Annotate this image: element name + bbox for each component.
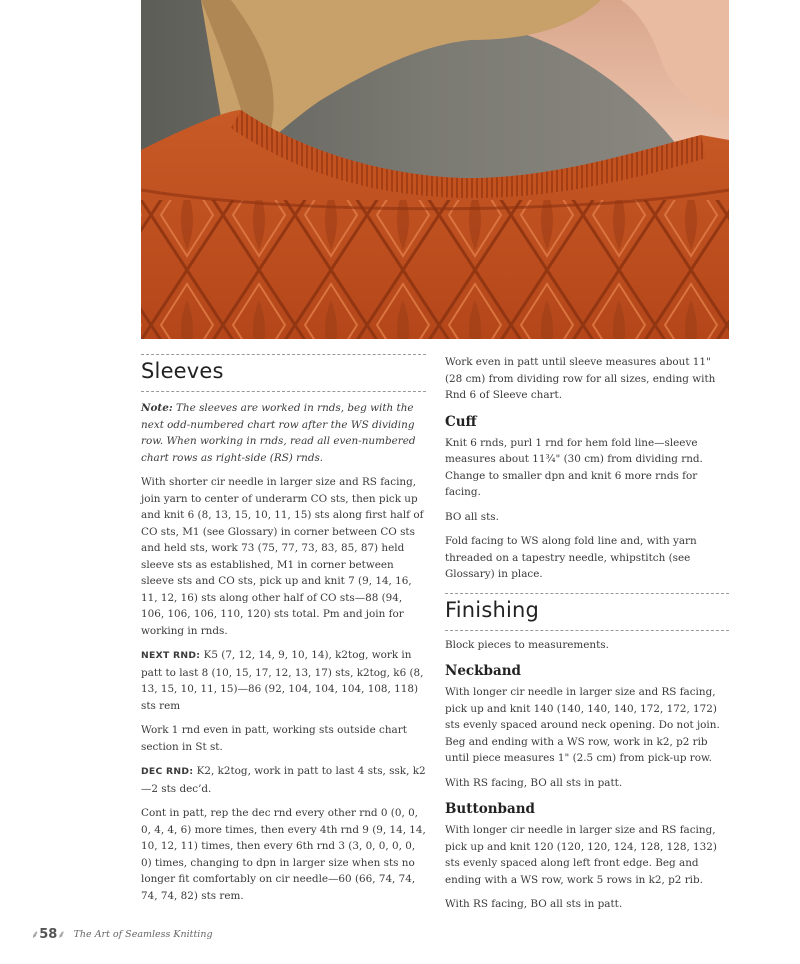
finishing-heading: Finishing <box>445 597 540 622</box>
cuff-heading: Cuff <box>445 413 477 430</box>
section-divider <box>141 391 426 392</box>
next-rnd-text: K5 (7, 12, 14, 9, 10, 14), k2tog, work in patt to last 8 (10, 15, 17, 12, 13, 17) sts, k2tog, k6 (8, 13, 15, 10, 11, 15)—86 (92, 104, 104, 104, 108, 118) sts rem <box>141 649 424 712</box>
next-rnd-paragraph <box>141 647 426 714</box>
ornament-right-icon: ⸙ <box>57 927 66 941</box>
dec-rnd-paragraph <box>141 763 426 797</box>
left-column <box>141 354 426 912</box>
sleeves-note <box>141 400 426 466</box>
sleeves-paragraph: Cont in patt, rep the dec rnd every other rnd 0 (0, 0, 0, 4, 4, 6) more times, then every 4th rnd 9 (9, 14, 14, 10, 12, 11) times, then every 6th rnd 3 (3, 0, 0, 0, 0, 0) times, changing to dpn in larger size when sts no longer fit comfortably on cir needle—60 (66, 74, 74, 74, 74, 82) sts rem. <box>141 807 426 902</box>
next-rnd-label: NEXT RND: <box>141 650 201 661</box>
cuff-paragraph: BO all sts. <box>445 510 499 523</box>
sleeves-paragraph: With shorter cir needle in larger size and RS facing, join yarn to center of underarm CO sts, then pick up and knit 6 (8, 13, 15, 10, 11, 15) sts along first half of CO sts, M1 (see Glossary) in corner between CO sts and held sts, work 73 (75, 77, 73, 83, 85, 87) held sleeve sts as established, M1 in corner between sleeve sts and CO sts, pick up and knit 7 (9, 14, 16, 11, 12, 16) sts along other half of CO sts—88 (94, 106, 106, 106, 110, 120) sts total. Pm and join for working in rnds. <box>141 476 424 637</box>
buttonband-paragraph: With RS facing, BO all sts in patt. <box>445 898 623 910</box>
neckband-heading: Neckband <box>445 663 521 679</box>
buttonband-paragraph: With longer cir needle in larger size and RS facing, pick up and knit 120 (120, 120, 124, 128, 128, 132) sts evenly spaced along left front edge. Beg and ending with a WS row, work 5 rows in k2, p2 rib. <box>445 824 717 886</box>
dec-rnd-label: DEC RND: <box>141 766 194 777</box>
sleeves-continued-paragraph: Work even in patt until sleeve measures about 11" (28 cm) from dividing row for all sizes, ending with Rnd 6 of Sleeve chart. <box>445 356 716 401</box>
sleeves-heading: Sleeves <box>141 359 224 383</box>
note-label: Note: <box>141 402 173 414</box>
section-divider <box>445 593 729 594</box>
sleeves-paragraph: Work 1 rnd even in patt, working sts outside chart section in St st. <box>141 724 407 753</box>
section-divider <box>141 354 426 355</box>
finishing-paragraph: Block pieces to measurements. <box>445 638 609 651</box>
neckband-paragraph: With RS facing, BO all sts in patt. <box>445 776 623 789</box>
book-title: The Art of Seamless Knitting <box>73 928 213 940</box>
right-column <box>445 354 729 921</box>
buttonband-heading: Buttonband <box>445 801 535 817</box>
dec-rnd-text: K2, k2tog, work in patt to last 4 sts, ssk, k2—2 sts dec’d. <box>141 765 426 795</box>
note-text: The sleeves are worked in rnds, beg with the next odd-numbered chart row after the WS dividing row. When working in rnds, read all even-numbered chart rows as right-side (RS) rnds. <box>141 402 416 464</box>
ornament-left-icon: ⸙ <box>31 927 40 941</box>
page-number: 58 <box>39 926 58 942</box>
cuff-paragraph: Knit 6 rnds, purl 1 rnd for hem fold line—sleeve measures about 11¾" (30 cm) from dividing rnd. Change to smaller dpn and knit 6 more rnds for facing. <box>445 436 703 498</box>
sweater-back-photo <box>141 0 729 339</box>
neckband-paragraph: With longer cir needle in larger size and RS facing, pick up and knit 140 (140, 140, 140, 172, 172, 172) sts evenly spaced around neck opening. Do not join. Beg and ending with a WS row, work in k2, p2 rib until piece measures 1" (2.5 cm) from pick-up row. <box>445 686 720 764</box>
page-footer <box>31 924 213 944</box>
section-divider <box>445 630 729 631</box>
cuff-paragraph: Fold facing to WS along fold line and, with yarn threaded on a tapestry needle, whipstitch (see Glossary) in place. <box>445 535 697 580</box>
